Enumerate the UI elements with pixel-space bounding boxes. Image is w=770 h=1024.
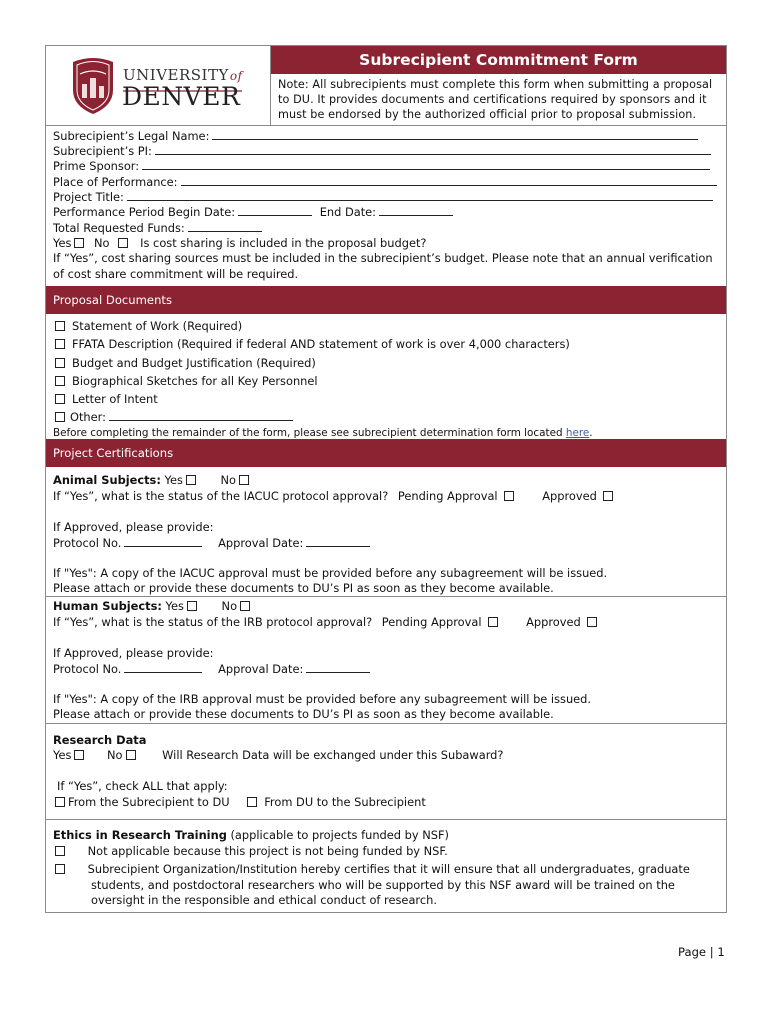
cost-share-yes-checkbox[interactable] (74, 238, 84, 248)
human-status-question: If “Yes”, what is the status of the IRB protocol approval? (53, 615, 373, 629)
animal-protocol-field[interactable] (124, 536, 202, 547)
proposal-documents-heading (46, 286, 726, 314)
ethics-applicable-note: (applicable to projects funded by NSF) (230, 828, 449, 842)
ethics-certify-row (53, 862, 690, 877)
human-approval-date-field[interactable] (306, 662, 370, 673)
place-label: Place of Performance: (53, 175, 178, 189)
human-no-label: No (221, 599, 238, 613)
from-sub-label: From the Subrecipient to DU (68, 795, 230, 809)
doc-item-label: Budget and Budget Justification (Required) (72, 356, 316, 370)
logo-denver-text: DENVER (122, 82, 241, 111)
doc-other-label: Other: (70, 410, 106, 424)
human-approval-date-label: Approval Date: (218, 662, 304, 676)
cost-share-question: Is cost sharing is included in the proposal budget? (140, 236, 427, 250)
research-yes-checkbox[interactable] (74, 750, 84, 760)
prime-sponsor-label: Prime Sponsor: (53, 159, 140, 173)
animal-attach-note: Please attach or provide these documents to DU’s PI as soon as they become available. (53, 581, 554, 595)
note-line: must be endorsed by the authorized official prior to proposal submission. (278, 108, 697, 122)
doc-checkbox[interactable] (55, 394, 65, 404)
proposal-documents-heading-text: Proposal Documents (53, 293, 172, 307)
ethics-na-row (53, 844, 448, 859)
from-du-label: From DU to the Subrecipient (264, 795, 426, 809)
ethics-row (53, 828, 449, 843)
determination-note-period: . (589, 427, 593, 439)
research-data-row (53, 748, 503, 763)
doc-other-field[interactable] (109, 410, 293, 421)
period-begin-label: Performance Period Begin Date: (53, 205, 236, 219)
period-begin-field[interactable] (238, 205, 312, 216)
human-approved-checkbox[interactable] (587, 617, 597, 627)
funds-row (53, 221, 262, 236)
funds-field[interactable] (188, 221, 262, 232)
research-check-all: If “Yes”, check ALL that apply: (57, 779, 228, 793)
animal-status-question: If “Yes”, what is the status of the IACUC protocol approval? (53, 489, 389, 503)
cost-share-note-2: of cost share commitment will be required. (53, 267, 299, 281)
ethics-na-label: Not applicable because this project is not being funded by NSF. (87, 844, 448, 858)
human-no-checkbox[interactable] (240, 601, 250, 611)
doc-checkbox[interactable] (55, 321, 65, 331)
animal-protocol-label: Protocol No. (53, 536, 122, 550)
project-title-field[interactable] (127, 190, 713, 201)
form-title: Subrecipient Commitment Form (271, 46, 726, 74)
cost-share-no-label: No (94, 236, 110, 250)
animal-protocol-row (53, 536, 370, 551)
animal-approved-checkbox[interactable] (603, 491, 613, 501)
human-yes-label: Yes (165, 599, 184, 613)
doc-checkbox[interactable] (55, 339, 65, 349)
pi-field[interactable] (155, 144, 711, 155)
research-question: Will Research Data will be exchanged under this Subaward? (162, 748, 504, 762)
determination-form-link[interactable]: here (565, 427, 590, 439)
research-no-checkbox[interactable] (126, 750, 136, 760)
prime-sponsor-row (53, 159, 710, 174)
project-title-row (53, 190, 713, 205)
ethics-certify-text-3: oversight in the responsible and ethical conduct of research. (91, 893, 437, 907)
animal-yes-label: Yes (164, 473, 183, 487)
doc-other-checkbox[interactable] (55, 412, 65, 422)
animal-copy-note: If "Yes": A copy of the IACUC approval must be provided before any subagreement will be issued. (53, 566, 608, 580)
cost-share-note: If “Yes”, cost sharing sources must be included in the subrecipient’s budget. Please note that an annual verification (53, 251, 713, 265)
project-certifications-heading (46, 439, 726, 467)
human-protocol-row (53, 662, 370, 677)
animal-no-checkbox[interactable] (239, 475, 249, 485)
submission-note (278, 77, 718, 123)
animal-yes-checkbox[interactable] (186, 475, 196, 485)
cost-share-yes-label: Yes (53, 236, 72, 250)
doc-other-row (53, 410, 293, 425)
note-line: Note: All subrecipients must complete this form when submitting a proposal (278, 78, 713, 91)
doc-item (53, 392, 158, 407)
doc-item (53, 356, 316, 371)
research-data-label: Research Data (53, 733, 147, 747)
logo-of-text: of (229, 69, 243, 83)
from-sub-checkbox[interactable] (55, 797, 65, 807)
animal-subjects-label: Animal Subjects: (53, 473, 161, 487)
cost-share-row (53, 236, 426, 251)
project-title-label: Project Title: (53, 190, 124, 204)
ethics-certify-text-2: students, and postdoctoral researchers who will be supported by this NSF award will be trained on the (91, 878, 675, 892)
human-attach-note: Please attach or provide these documents to DU’s PI as soon as they become available. (53, 707, 554, 721)
ethics-certify-checkbox[interactable] (55, 864, 65, 874)
animal-approved-label: Approved (542, 489, 597, 503)
doc-checkbox[interactable] (55, 358, 65, 368)
university-logo (46, 46, 271, 125)
animal-approval-date-field[interactable] (306, 536, 370, 547)
human-yes-checkbox[interactable] (187, 601, 197, 611)
from-du-checkbox[interactable] (247, 797, 257, 807)
divider (46, 819, 726, 820)
research-direction-row (53, 795, 426, 810)
legal-name-label: Subrecipient’s Legal Name: (53, 129, 210, 143)
pi-row (53, 144, 711, 159)
logo-university-text: UNIVERSITY (123, 66, 229, 84)
doc-item (53, 319, 242, 334)
place-row (53, 175, 717, 190)
human-subjects-label: Human Subjects: (53, 599, 162, 613)
determination-note-text: Before completing the remainder of the form, please see subrecipient determination form located (53, 427, 563, 439)
ethics-certify-text: Subrecipient Organization/Institution hereby certifies that it will ensure that all undergraduates, graduate (87, 862, 690, 876)
animal-subjects-row (53, 473, 252, 488)
doc-item-label: Letter of Intent (72, 392, 158, 406)
pi-label: Subrecipient’s PI: (53, 144, 152, 158)
end-date-label: End Date: (319, 205, 377, 219)
doc-checkbox[interactable] (55, 376, 65, 386)
human-status-row (53, 615, 600, 630)
project-certifications-heading-text: Project Certifications (53, 446, 174, 460)
subrecipient-form (45, 45, 727, 913)
note-line: to DU. It provides documents and certifications required by sponsors and it (278, 93, 707, 107)
divider (46, 723, 726, 724)
funds-label: Total Requested Funds: (53, 221, 185, 235)
place-field[interactable] (181, 175, 717, 186)
animal-pending-checkbox[interactable] (504, 491, 514, 501)
human-pending-label: Pending Approval (381, 615, 482, 629)
animal-status-row (53, 489, 616, 504)
animal-pending-label: Pending Approval (397, 489, 498, 503)
cost-share-no-checkbox[interactable] (118, 238, 128, 248)
human-protocol-field[interactable] (124, 662, 202, 673)
form-header (46, 46, 726, 126)
research-no-label: No (107, 748, 123, 762)
human-approved-label: Approved (526, 615, 581, 629)
doc-item (53, 374, 318, 389)
animal-if-approved: If Approved, please provide: (53, 520, 214, 534)
legal-name-field[interactable] (212, 129, 698, 140)
ethics-na-checkbox[interactable] (55, 846, 65, 856)
doc-item-label: Statement of Work (Required) (72, 319, 243, 333)
divider (46, 596, 726, 597)
prime-sponsor-field[interactable] (142, 159, 710, 170)
animal-approval-date-label: Approval Date: (218, 536, 304, 550)
animal-no-label: No (220, 473, 237, 487)
human-pending-checkbox[interactable] (488, 617, 498, 627)
human-protocol-label: Protocol No. (53, 662, 122, 676)
human-copy-note: If "Yes": A copy of the IRB approval must be provided before any subagreement will be issued. (53, 692, 592, 706)
doc-item (53, 337, 570, 352)
page-number: Page | 1 (678, 945, 725, 959)
period-row (53, 205, 453, 220)
doc-item-label: Biographical Sketches for all Key Personnel (72, 374, 318, 388)
legal-name-row (53, 129, 698, 144)
doc-item-label: FFATA Description (Required if federal AND statement of work is over 4,000 characters) (72, 337, 570, 351)
research-yes-label: Yes (53, 748, 72, 762)
ethics-label: Ethics in Research Training (53, 828, 227, 842)
end-date-field[interactable] (379, 205, 453, 216)
human-subjects-row (53, 599, 253, 614)
human-if-approved: If Approved, please provide: (53, 646, 214, 660)
